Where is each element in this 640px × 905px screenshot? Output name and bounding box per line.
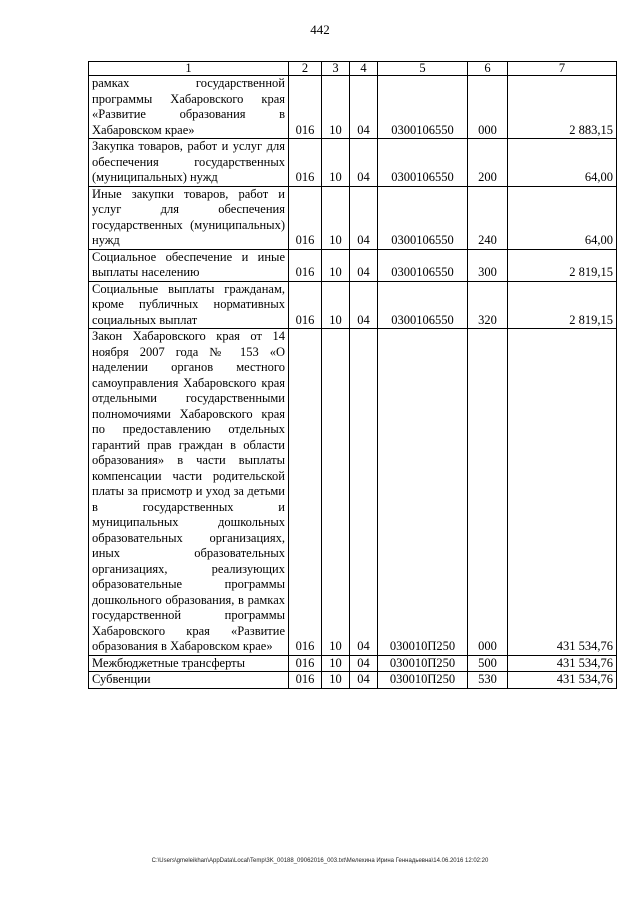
item-name: Иные закупки товаров, работ и услуг для обеспечения государственных (муниципальных) нужд — [89, 186, 289, 249]
table-row — [89, 249, 617, 281]
target-article-code: 030010П250 — [378, 329, 468, 656]
expense-type-code: 000 — [468, 76, 508, 139]
expense-type-code: 240 — [468, 186, 508, 249]
table-row — [89, 281, 617, 329]
file-path-footer: C:\Users\gmeleikhan\AppData\Local\Temp\3K_00188_09062016_003.txt\Мелехина Ирина Геннадьевна\14.06.2016 12:02:20 — [151, 858, 489, 864]
item-name: Субвенции — [89, 672, 289, 689]
amount: 431 534,76 — [508, 672, 617, 689]
subsection-code: 04 — [350, 329, 378, 656]
subsection-code: 04 — [350, 139, 378, 187]
expense-type-code: 300 — [468, 249, 508, 281]
section-code: 10 — [322, 281, 350, 329]
item-name: Социальные выплаты гражданам, кроме публичных нормативных социальных выплат — [89, 281, 289, 329]
target-article-code: 030010П250 — [378, 655, 468, 672]
section-code: 10 — [322, 76, 350, 139]
amount: 431 534,76 — [508, 655, 617, 672]
amount: 2 819,15 — [508, 249, 617, 281]
section-code: 10 — [322, 672, 350, 689]
subsection-code: 04 — [350, 672, 378, 689]
target-article-code: 030010П250 — [378, 672, 468, 689]
table-row — [89, 139, 617, 187]
subsection-code: 04 — [350, 655, 378, 672]
column-header: 1 — [89, 62, 289, 76]
section-code: 10 — [322, 655, 350, 672]
column-header: 2 — [289, 62, 322, 76]
ministry-code: 016 — [289, 76, 322, 139]
table-row — [89, 186, 617, 249]
item-name: Закупка товаров, работ и услуг для обеспечения государственных (муниципальных) нужд — [89, 139, 289, 187]
column-header: 4 — [350, 62, 378, 76]
amount: 64,00 — [508, 186, 617, 249]
expense-type-code: 320 — [468, 281, 508, 329]
amount: 64,00 — [508, 139, 617, 187]
ministry-code: 016 — [289, 281, 322, 329]
amount: 431 534,76 — [508, 329, 617, 656]
ministry-code: 016 — [289, 139, 322, 187]
table-row — [89, 329, 617, 656]
target-article-code: 0300106550 — [378, 186, 468, 249]
section-code: 10 — [322, 329, 350, 656]
column-header: 5 — [378, 62, 468, 76]
section-code: 10 — [322, 186, 350, 249]
ministry-code: 016 — [289, 655, 322, 672]
ministry-code: 016 — [289, 249, 322, 281]
column-header: 7 — [508, 62, 617, 76]
expense-type-code: 200 — [468, 139, 508, 187]
section-code: 10 — [322, 139, 350, 187]
table-row — [89, 655, 617, 672]
column-header: 3 — [322, 62, 350, 76]
table-header-row — [89, 62, 617, 76]
table-row — [89, 672, 617, 689]
expense-type-code: 500 — [468, 655, 508, 672]
amount: 2 883,15 — [508, 76, 617, 139]
item-name: Социальное обеспечение и иные выплаты населению — [89, 249, 289, 281]
page-number: 442 — [310, 22, 330, 37]
amount: 2 819,15 — [508, 281, 617, 329]
target-article-code: 0300106550 — [378, 249, 468, 281]
ministry-code: 016 — [289, 186, 322, 249]
table-row — [89, 76, 617, 139]
expense-type-code: 000 — [468, 329, 508, 656]
subsection-code: 04 — [350, 249, 378, 281]
ministry-code: 016 — [289, 672, 322, 689]
ministry-code: 016 — [289, 329, 322, 656]
item-name: рамках государственной программы Хабаровского края «Развитие образования в Хабаровском крае» — [89, 76, 289, 139]
item-name: Закон Хабаровского края от 14 ноября 2007 года № 153 «О наделении органов местного самоуправления Хабаровского края отдельными государственными полномочиями Хабаровского края по предоставлению отдельных гарантий прав граждан в области образования» в части выплаты компенсации части родительской платы за присмотр и уход за детьми в государственных и муниципальных дошкольных образовательных организациях, иных образовательных организациях, реализующих образовательные программы дошкольного образования, в рамках государственной программы Хабаровского края «Развитие образования в Хабаровском крае» — [89, 329, 289, 656]
target-article-code: 0300106550 — [378, 76, 468, 139]
target-article-code: 0300106550 — [378, 139, 468, 187]
section-code: 10 — [322, 249, 350, 281]
column-header: 6 — [468, 62, 508, 76]
subsection-code: 04 — [350, 281, 378, 329]
item-name: Межбюджетные трансферты — [89, 655, 289, 672]
subsection-code: 04 — [350, 76, 378, 139]
budget-table — [88, 61, 617, 689]
subsection-code: 04 — [350, 186, 378, 249]
expense-type-code: 530 — [468, 672, 508, 689]
target-article-code: 0300106550 — [378, 281, 468, 329]
